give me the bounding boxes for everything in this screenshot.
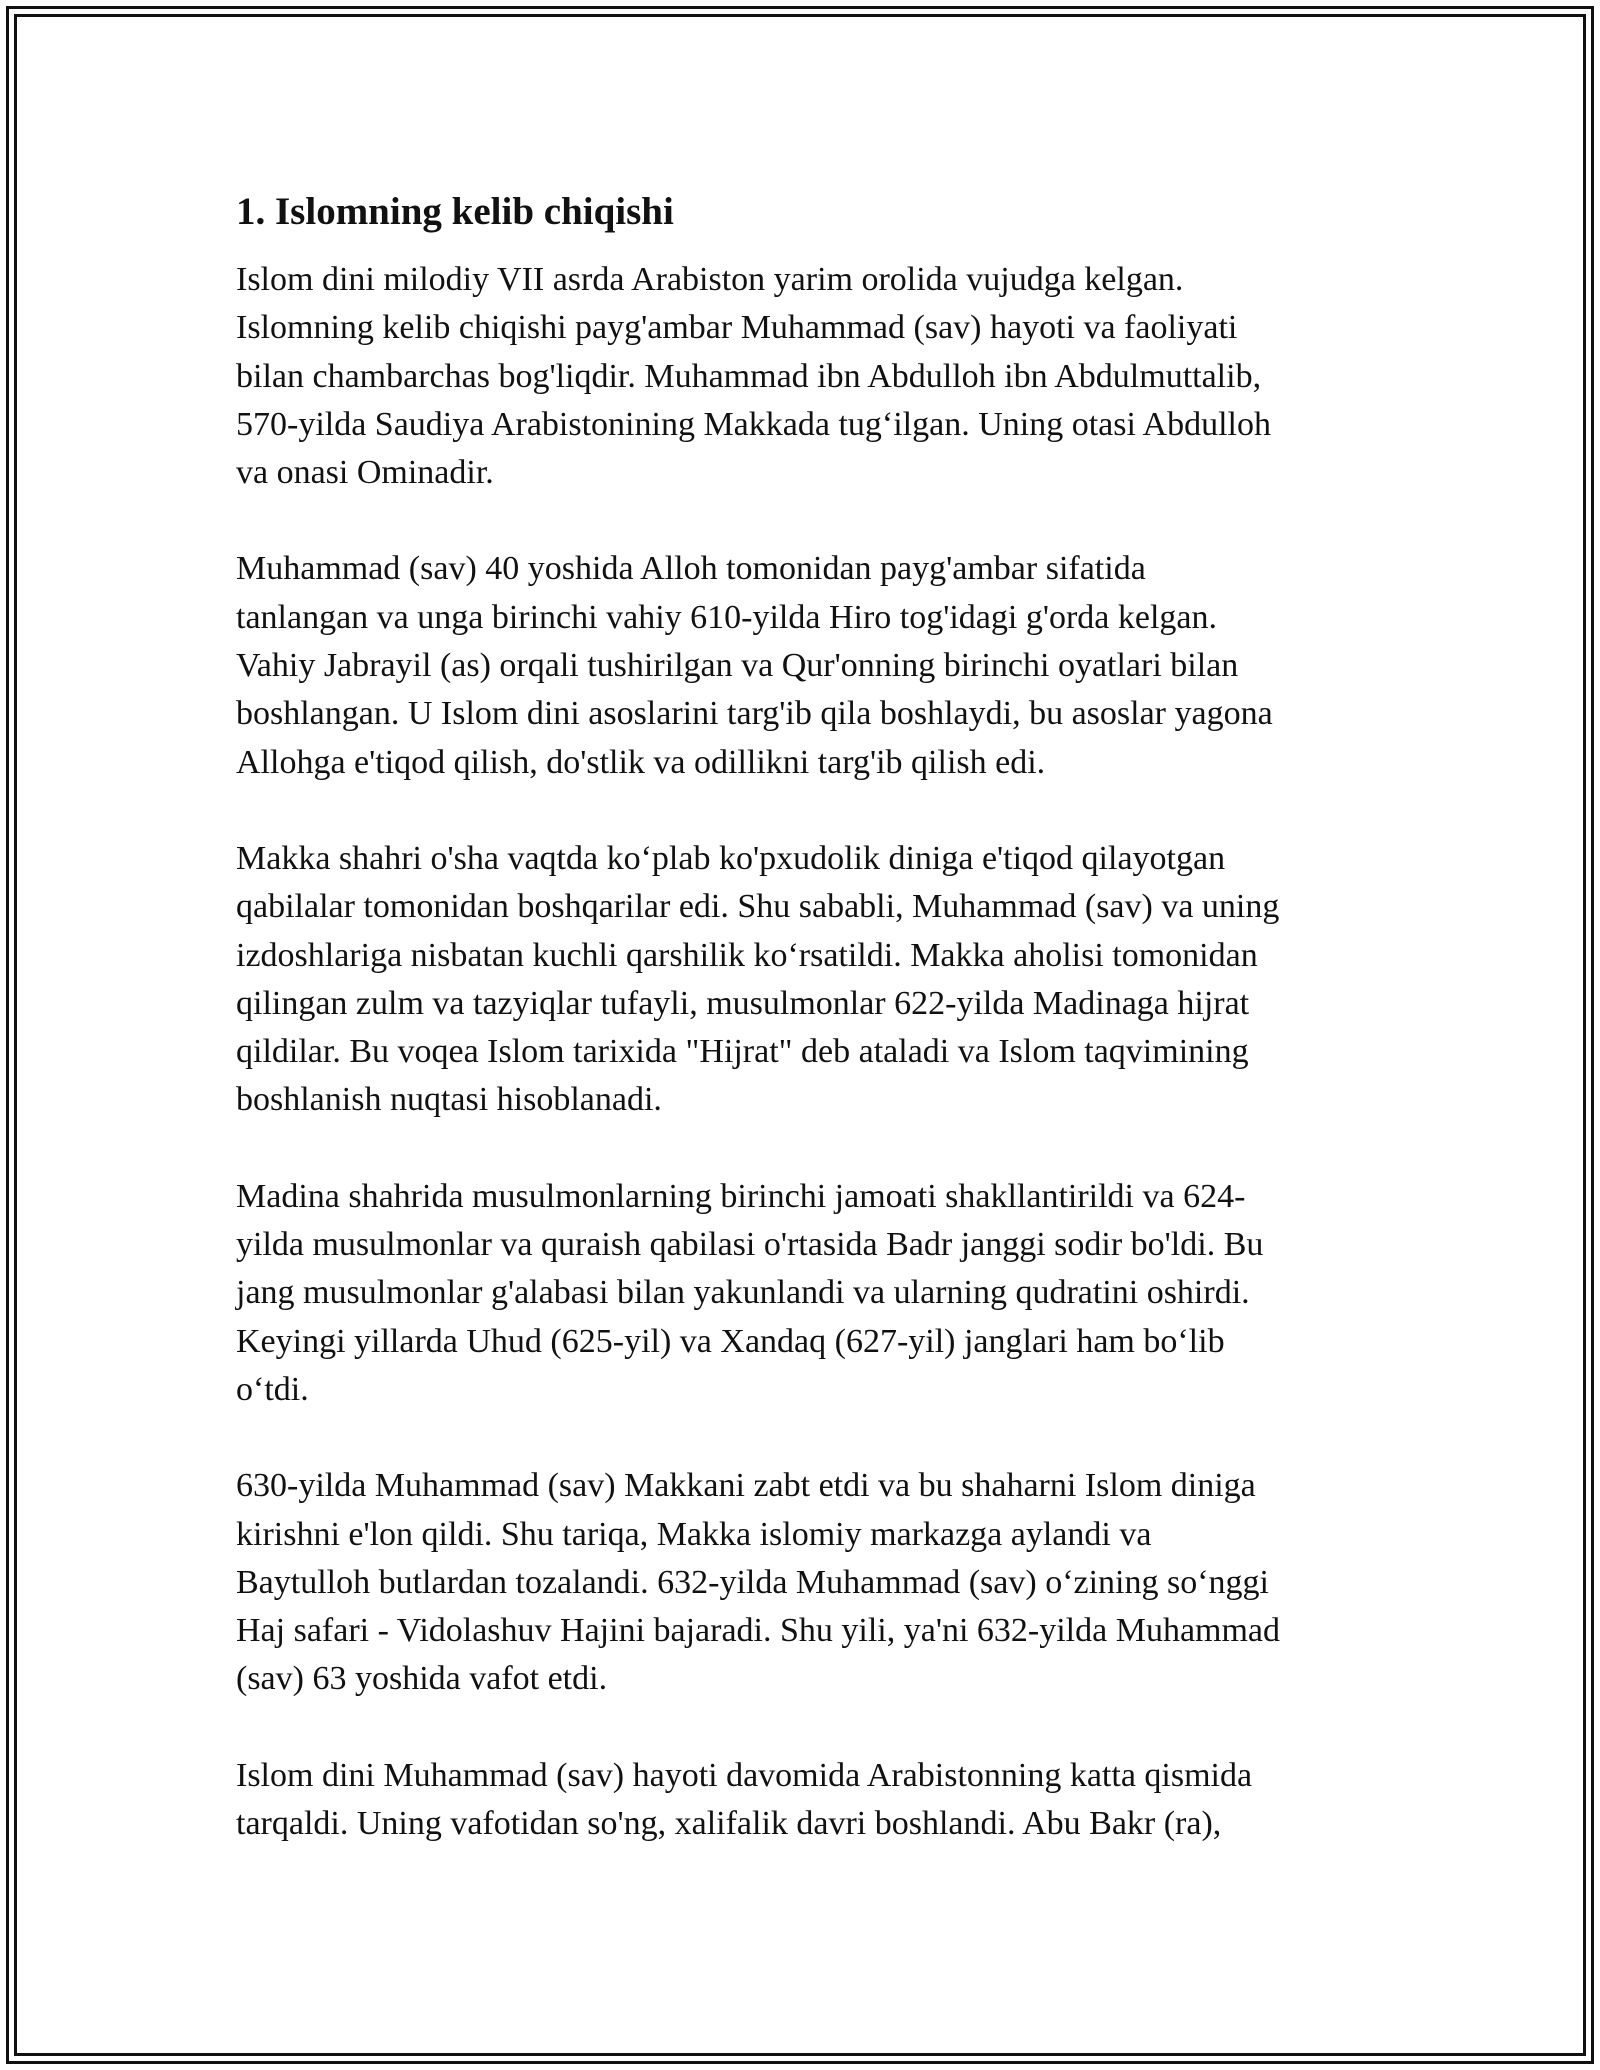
text-line: izdoshlariga nisbatan kuchli qarshilik ko‘rsatildi. Makka aholisi tomonidan [236,936,1258,974]
text-line: Islomning kelib chiqishi payg'ambar Muhammad (sav) hayoti va faoliyati [236,309,1238,347]
text-line: qabilalar tomonidan boshqarilar edi. Shu sababli, Muhammad (sav) va uning [236,888,1280,926]
text-line: qildilar. Bu voqea Islom tarixida "Hijrat" deb ataladi va Islom taqvimining [236,1033,1249,1071]
text-line: Islom dini milodiy VII asrda Arabiston yarim orolida vujudga kelgan. [236,261,1184,298]
paragraph-3 [236,835,1376,1125]
text-line: qilingan zulm va tazyiqlar tufayli, musulmonlar 622-yilda Madinaga hijrat [236,984,1250,1022]
text-line: Makka shahri o'sha vaqtda ko‘plab ko'pxudolik diniga e'tiqod qilayotgan [236,839,1226,877]
paragraph-1 [236,256,1376,497]
section-heading: 1. Islomning kelib chiqishi [236,190,674,233]
text-line: yilda musulmonlar va quraish qabilasi o'rtasida Badr janggi sodir bo'ldi. Bu [236,1226,1264,1264]
text-line: 630-yilda Muhammad (sav) Makkani zabt etdi va bu shaharni Islom diniga [236,1467,1256,1505]
text-line: va onasi Ominadir. [236,454,494,492]
text-line: tanlangan va unga birinchi vahiy 610-yilda Hiro tog'idagi g'orda kelgan. [236,598,1217,636]
text-line: Muhammad (sav) 40 yoshida Alloh tomonidan payg'ambar sifatida [236,550,1146,588]
document-body [236,188,1376,1896]
text-line: Islom dini Muhammad (sav) hayoti davomida Arabistonning katta qismida [236,1756,1253,1794]
text-line: Baytulloh butlardan tozalandi. 632-yilda Muhammad (sav) o‘zining so‘nggi [236,1563,1269,1601]
text-line: kirishni e'lon qildi. Shu tariqa, Makka islomiy markazga aylandi va [236,1515,1152,1553]
text-line: 570-yilda Saudiya Arabistonining Makkada tug‘ilgan. Uning otasi Abdulloh [236,405,1271,443]
text-line: Madina shahrida musulmonlarning birinchi jamoati shakllantirildi va 624- [236,1177,1246,1215]
text-line: (sav) 63 yoshida vafot etdi. [236,1660,608,1698]
text-line: Vahiy Jabrayil (as) orqali tushirilgan va Qur'onning birinchi oyatlari bilan [236,647,1239,685]
text-line: jang musulmonlar g'alabasi bilan yakunlandi va ularning qudratini oshirdi. [236,1274,1250,1312]
text-line: tarqaldi. Uning vafotidan so'ng, xalifalik davri boshlandi. Abu Bakr (ra), [236,1805,1222,1843]
paragraph-4 [236,1173,1376,1414]
paragraph-6 [236,1752,1376,1849]
text-line: Keyingi yillarda Uhud (625-yil) va Xandaq (627-yil) janglari ham bo‘lib [236,1322,1225,1360]
text-line: Haj safari - Vidolashuv Hajini bajaradi. Shu yili, ya'ni 632-yilda Muhammad [236,1612,1281,1650]
text-line: Allohga e'tiqod qilish, do'stlik va odillikni targ'ib qilish edi. [236,743,1046,781]
text-line: o‘tdi. [236,1370,309,1408]
paragraph-2 [236,545,1376,786]
text-line: boshlangan. U Islom dini asoslarini targ'ib qila boshlaydi, bu asoslar yagona [236,695,1273,733]
text-line: boshlanish nuqtasi hisoblanadi. [236,1081,662,1119]
text-line: bilan chambarchas bog'liqdir. Muhammad ibn Abdulloh ibn Abdulmuttalib, [236,357,1262,395]
paragraph-5 [236,1462,1376,1703]
